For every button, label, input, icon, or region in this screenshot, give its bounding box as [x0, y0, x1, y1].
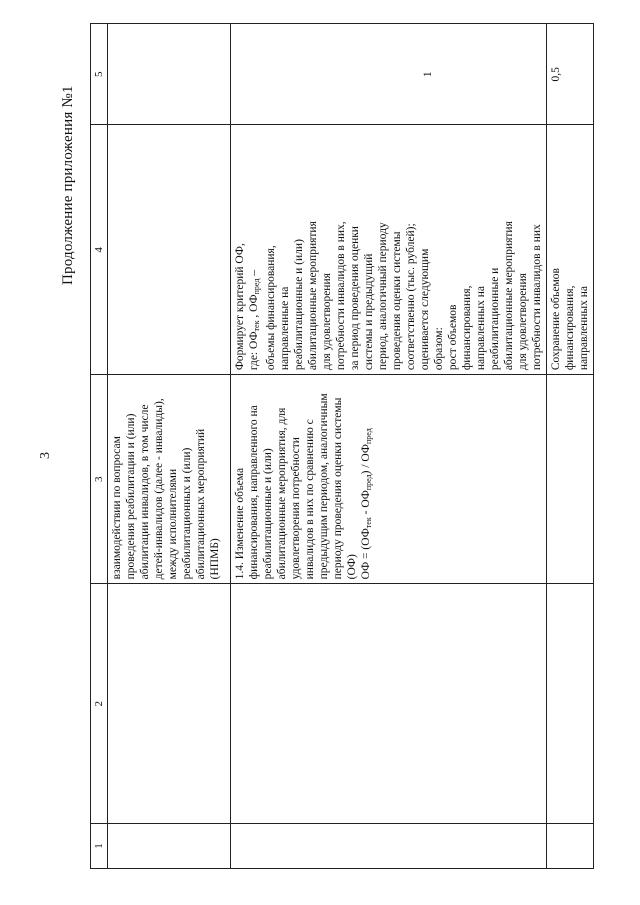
continuation-heading: Продолжение приложения №1 [60, 85, 76, 285]
header-col-2: 2 [91, 584, 108, 824]
formula-subscript: пред [252, 278, 261, 295]
formula-part: где: ОФ [248, 331, 260, 371]
text-line: абилитационные мероприятия [503, 221, 515, 371]
table-row [547, 24, 594, 869]
text-line: финансирования, [564, 285, 576, 371]
row2-col1 [231, 824, 547, 869]
table-row [231, 24, 547, 869]
row2-col4 [231, 125, 547, 375]
header-col-1: 1 [91, 824, 108, 869]
row3-col4 [547, 125, 594, 375]
text-line: абилитационные мероприятия, для [276, 407, 288, 580]
text-line: удовлетворения потребности [290, 437, 302, 580]
text-line: соответственно (тыс. рублей); [405, 223, 417, 371]
text-line: направленных на [475, 286, 487, 371]
row2-col2 [231, 584, 547, 824]
formula-part: ОФ = (ОФ [360, 528, 372, 580]
formula-subscript: тек [252, 320, 261, 332]
text-line: потребности инвалидов в них, [335, 221, 347, 371]
formula-part: – [248, 269, 260, 279]
text-line: финансирования, [461, 285, 473, 371]
row3-col1 [547, 824, 594, 869]
row3-col3 [547, 375, 594, 584]
text-line: взаимодействии по вопросам [111, 436, 123, 580]
score-value: 1 [422, 71, 434, 78]
text-line: потребности инвалидов в них [531, 224, 543, 371]
text-line: (НПМБ) [209, 538, 221, 580]
text-line: проведения реабилитации и (или) [125, 413, 137, 580]
text-line: Формирует критерий ОФ, [234, 243, 246, 371]
text-line: реабилитационные и (или) [262, 448, 274, 580]
text-line: объемы финансирования, [265, 245, 277, 371]
formula-part: , ОФ [248, 294, 260, 321]
text-line: системы и предыдущий [363, 253, 375, 371]
row1-col3 [108, 375, 231, 584]
row1-col2 [108, 584, 231, 824]
score-value: 0,5 [550, 67, 562, 82]
formula-subscript: пред [364, 474, 373, 491]
text-line: для удовлетворения [321, 273, 333, 371]
text-line: реабилитационные и [489, 267, 501, 371]
formula-subscript: пред [364, 428, 373, 445]
formula [359, 379, 376, 579]
row3-col5 [547, 24, 594, 126]
text-line: (ОФ) [346, 554, 358, 580]
text-line: проведения оценки системы [391, 231, 403, 371]
row2-col5 [231, 24, 547, 126]
text-line: Сохранение объемов [550, 268, 562, 371]
text-line: предыдущим периодом, аналогичным [318, 393, 330, 580]
row1-col5 [108, 24, 231, 126]
page-number: 3 [38, 452, 53, 459]
formula-part: - ОФ [360, 490, 372, 518]
row2-col3 [231, 375, 547, 584]
header-row [91, 24, 108, 869]
text-line: рост объемов [447, 304, 459, 371]
row1-col1 [108, 824, 231, 869]
text-line: абилитационных мероприятий [195, 428, 207, 580]
text-line: периоду проведения оценки системы [332, 397, 344, 580]
text-line: для удовлетворения [517, 273, 529, 371]
text-line: абилитации инвалидов, в том числе [139, 404, 151, 580]
text-line: реабилитационные и (или) [293, 239, 305, 371]
text-line-formula [247, 130, 264, 371]
text-line: реабилитационных и (или) [181, 447, 193, 580]
text-line: за период проведения оценки [349, 226, 361, 371]
formula-subscript: тек [364, 517, 373, 529]
header-col-4: 4 [91, 125, 108, 375]
table-row [108, 24, 231, 869]
criteria-table [90, 23, 594, 869]
text-line: инвалидов в них по сравнению с [304, 419, 316, 580]
header-col-3: 3 [91, 375, 108, 584]
text-line: образом: [433, 327, 445, 371]
text-line: финансирования, направленного на [248, 405, 260, 580]
text-line: направленных на [578, 286, 590, 371]
text-line: абилитационные мероприятия [307, 221, 319, 371]
text-line: между исполнителями [167, 468, 179, 580]
text-line: 1.4. Изменение объема [234, 467, 246, 580]
text-line: оценивается следующим [419, 248, 431, 371]
text-line: детей-инвалидов (далее - инвалиды), [153, 398, 165, 580]
row3-col2 [547, 584, 594, 824]
text-line: направленные на [279, 286, 291, 371]
text-line: период, аналогичный периоду [377, 222, 389, 371]
formula-part: ) / ОФ [360, 444, 372, 475]
row1-col4 [108, 125, 231, 375]
header-col-5: 5 [91, 24, 108, 126]
